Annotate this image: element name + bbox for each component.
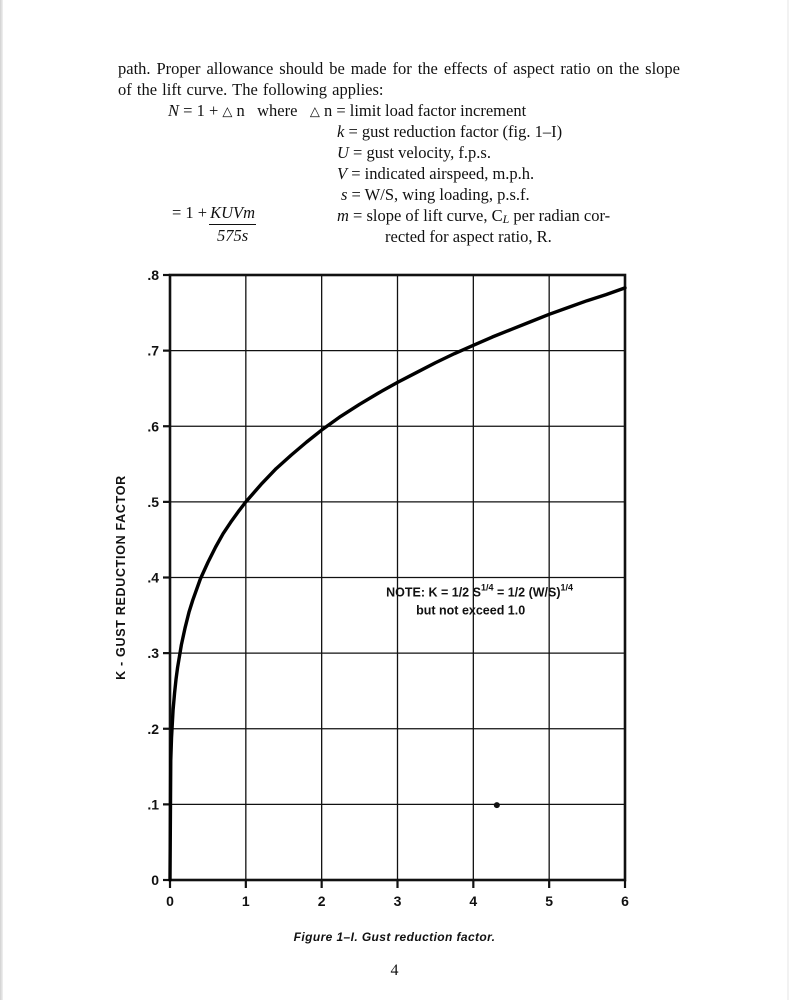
equation-main-eq1: = 1 + bbox=[183, 101, 219, 120]
y-axis-title: K - GUST REDUCTION FACTOR bbox=[114, 475, 128, 680]
definition-symbol-m: m bbox=[337, 206, 349, 225]
x-tick-label: 3 bbox=[393, 893, 402, 909]
definition-text-m: = slope of lift curve, C bbox=[353, 206, 503, 225]
definition-V bbox=[337, 163, 534, 184]
fraction-stack bbox=[209, 203, 256, 246]
equation-limit-load-factor bbox=[168, 100, 526, 121]
body-text-block bbox=[118, 58, 680, 100]
x-tick-label: 0 bbox=[166, 893, 174, 909]
y-tick-label: .4 bbox=[147, 569, 159, 586]
equation-fraction bbox=[172, 203, 256, 246]
definition-subscript-L: L bbox=[502, 212, 510, 227]
x-tick-label: 6 bbox=[621, 893, 629, 909]
chart-svg bbox=[0, 258, 789, 918]
definition-text-U: = gust velocity, f.p.s. bbox=[353, 143, 491, 162]
equation-fraction-prefix: = 1 + bbox=[172, 203, 208, 222]
definition-symbol-s: s bbox=[341, 185, 348, 204]
chart-note-annotation bbox=[386, 582, 573, 617]
definition-text-m-tail: per radian cor- bbox=[509, 206, 611, 225]
chart-gridlines bbox=[170, 275, 625, 880]
delta-icon: △ bbox=[222, 103, 233, 119]
definition-symbol-V: V bbox=[337, 164, 348, 183]
x-tick-label: 2 bbox=[317, 893, 326, 909]
intro-paragraph: path. Proper allowance should be made for the effects of aspect ratio on the slope of the lift curve. The following applies: bbox=[118, 59, 680, 99]
definition-text-m-cont: rected for aspect ratio, R. bbox=[385, 227, 552, 246]
x-tick-label: 4 bbox=[469, 893, 478, 909]
definition-s bbox=[341, 184, 530, 205]
delta-icon-2: △ bbox=[309, 103, 320, 119]
y-tick-label: .2 bbox=[147, 720, 159, 737]
definition-k bbox=[337, 121, 562, 142]
ink-speck-mark bbox=[494, 802, 500, 808]
x-tick-label: 5 bbox=[545, 893, 554, 909]
note-line-1: NOTE: K = 1/2 S$^{1/4}$ = 1/2 (W/S)$^{1/4}$ bbox=[386, 582, 574, 600]
figure-caption: Figure 1–I. Gust reduction factor. bbox=[293, 930, 496, 944]
equation-main-eq2: = limit load factor increment bbox=[336, 101, 527, 120]
y-tick-label: .1 bbox=[147, 796, 159, 813]
chart-ink-marks bbox=[494, 802, 500, 808]
y-tick-label: 0 bbox=[151, 872, 159, 888]
equation-where-word: where bbox=[257, 101, 298, 120]
gust-reduction-factor-chart bbox=[0, 258, 789, 918]
symbol-N: N bbox=[168, 101, 180, 120]
definition-U bbox=[337, 142, 491, 163]
note-line-2: but not exceed 1.0 bbox=[416, 603, 526, 618]
definition-symbol-U: U bbox=[337, 143, 349, 162]
y-tick-label: .8 bbox=[147, 267, 159, 283]
chart-tick-marks bbox=[163, 275, 625, 888]
page-number: 4 bbox=[390, 962, 399, 979]
y-tick-label: .7 bbox=[147, 342, 159, 359]
symbol-n: n bbox=[236, 101, 245, 120]
fraction-denominator: 575s bbox=[217, 226, 249, 245]
y-tick-label: .3 bbox=[147, 645, 159, 662]
definition-text-k: = gust reduction factor (fig. 1–I) bbox=[348, 122, 563, 141]
y-axis-tick-labels bbox=[147, 267, 159, 888]
symbol-n-2: n bbox=[323, 101, 333, 120]
y-tick-label: .6 bbox=[147, 418, 159, 435]
definition-symbol-k: k bbox=[337, 122, 345, 141]
fraction-numerator: KUVm bbox=[209, 203, 256, 225]
x-tick-label: 1 bbox=[241, 893, 250, 909]
y-tick-label: .5 bbox=[147, 493, 159, 510]
definition-m-continued bbox=[385, 226, 552, 247]
definition-text-s: = W/S, wing loading, p.s.f. bbox=[351, 185, 530, 204]
definition-text-V: = indicated airspeed, m.p.h. bbox=[351, 164, 535, 183]
x-axis-tick-labels bbox=[166, 893, 629, 909]
